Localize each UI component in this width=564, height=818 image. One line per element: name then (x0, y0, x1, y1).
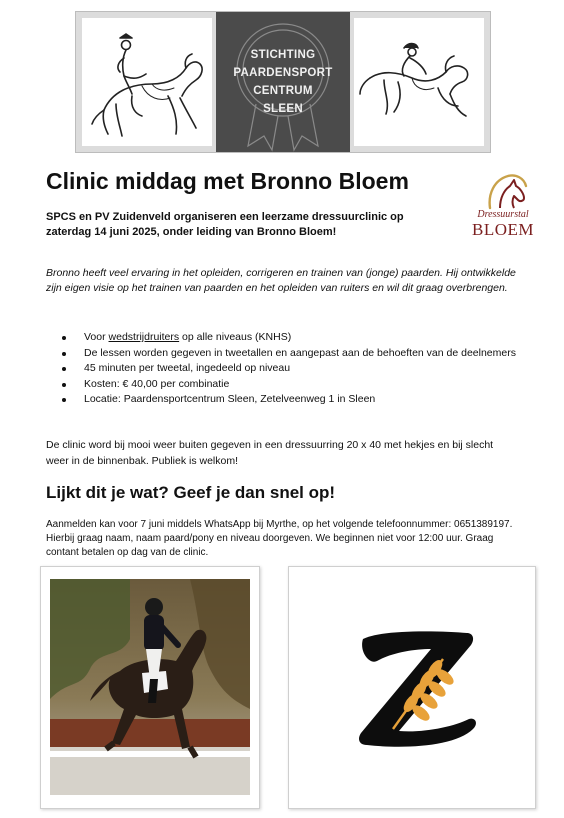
list-item: 45 minuten per tweetal, ingedeeld op niveau (84, 361, 554, 377)
rider-photo-frame (40, 566, 260, 809)
org-line: CENTRUM (253, 85, 313, 97)
signup-text: Aanmelden kan voor 7 juni middels WhatsApp bij Myrthe, op het volgende telefoonnummer: 0651389197. Hierbij graag naam, naam paard/pony en niveau doorgeven. We beginnen niet voor 12:00 uur. Graag contant betalen op dag van de clinic. (46, 519, 513, 558)
horse-head-icon (462, 168, 544, 212)
dressuurstal-bloem-logo (462, 168, 544, 240)
jumping-horse-icon (354, 18, 484, 146)
banner-center-emblem (216, 12, 350, 152)
header-banner (75, 11, 491, 153)
z-logo-frame (288, 566, 536, 809)
list-item: Kosten: € 40,00 per combinatie (84, 377, 554, 393)
weather-text: De clinic word bij mooi weer buiten gegeven in een dressuurring 20 x 40 met hekjes en bij slecht weer in de binnenbak. Publiek is welkom! (46, 439, 494, 467)
intro-text: SPCS en PV Zuidenveld organiseren een leerzame dressuurclinic op zaterdag 14 juni 2025, onder leiding van Bronno Bloem! (46, 211, 404, 238)
page-title: Clinic middag met Bronno Bloem (46, 168, 409, 194)
list-item: Locatie: Paardensportcentrum Sleen, Zetelveenweg 1 in Sleen (84, 392, 554, 408)
org-line: SLEEN (263, 103, 303, 115)
org-line: STICHTING (250, 49, 316, 61)
logo-word: Dressuurstal (477, 209, 529, 220)
logo-name: BLOEM (472, 220, 534, 239)
bullet-text: op alle niveaus (KNHS) (179, 331, 292, 343)
cta-heading: Lijkt dit je wat? Geef je dan snel op! (46, 483, 336, 502)
dressage-rider-icon (82, 18, 212, 146)
details-list (46, 330, 554, 408)
bio-text: Bronno heeft veel ervaring in het opleiden, corrigeren en trainen van (jonge) paarden. Hij ontwikkelde zijn eigen visie op het trainen van paarden en het opleiden van ruiters en wil dit graag overbrengen. (46, 267, 516, 294)
rider-photo (50, 579, 250, 795)
list-item (84, 330, 554, 346)
z-wheat-logo-icon (323, 599, 503, 779)
banner-left-panel (82, 18, 212, 146)
organization-name (216, 46, 350, 118)
org-line: PAARDENSPORT (233, 67, 333, 79)
banner-right-panel (354, 18, 484, 146)
list-item: De lessen worden gegeven in tweetallen en aangepast aan de behoeften van de deelnemers (84, 346, 554, 362)
bullet-text: Voor (84, 331, 109, 343)
bullet-underlined-term: wedstrijdruiters (108, 331, 180, 343)
